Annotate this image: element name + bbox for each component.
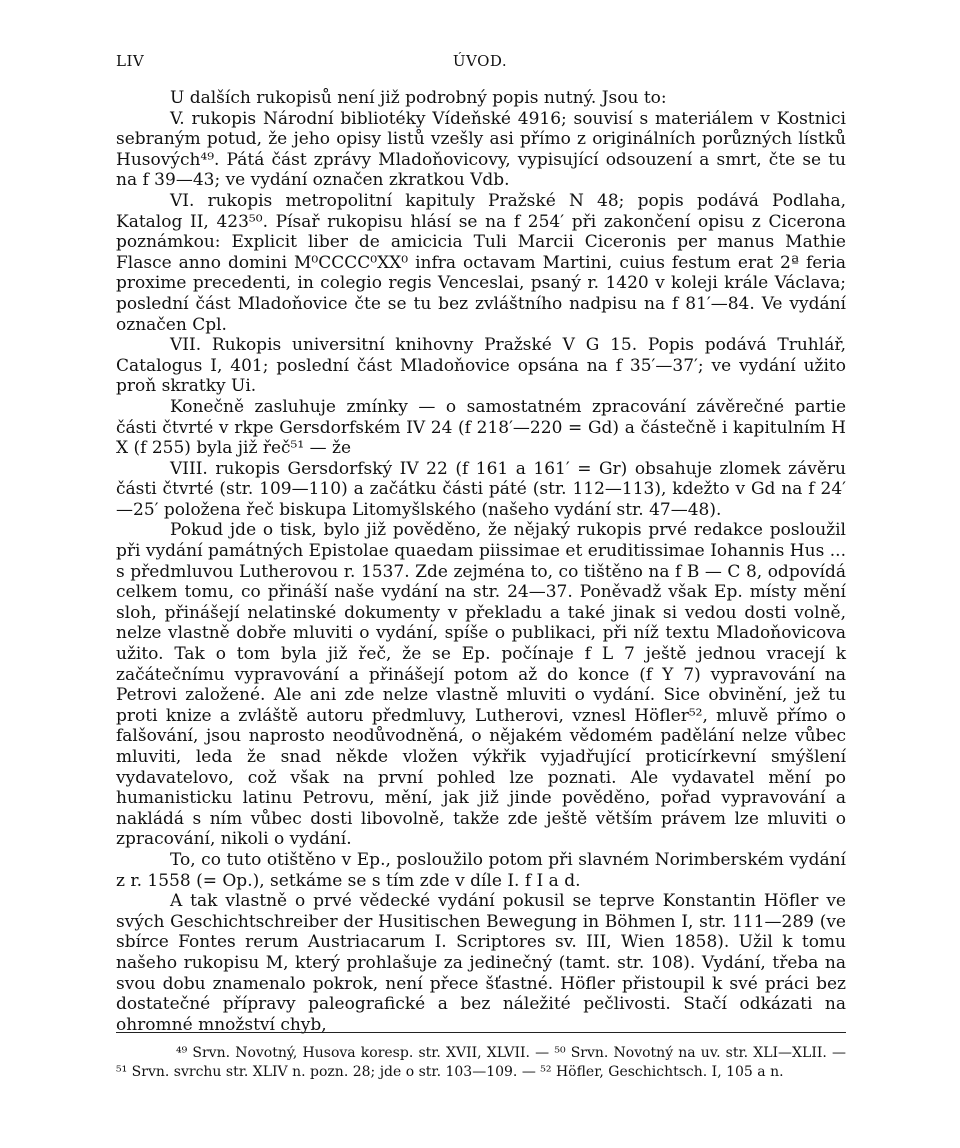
page-number: LIV [116, 52, 145, 70]
paragraph: VI. rukopis metropolitní kapituly Pražské N 48; popis podává Podlaha, Katalog II, 423⁵⁰. Písař rukopisu hlásí se na f 254′ při zakončení opisu z Cicerona poznámkou: Explicit liber de amicicia Tuli Marcii Ciceronis per manus Mathie Flasce anno domini M⁰CCCC⁰XX⁰ infra octavam Martini, cuius festum erat 2ª feria proxime precedenti, in colegio regis Venceslai, psaný r. 1420 v koleji krále Václava; poslední část Mladoňovice čte se tu bez zvláštního nadpisu na f 81′—84. Ve vydání označen Cpl. [116, 190, 846, 335]
paragraph: A tak vlastně o prvé vědecké vydání pokusil se teprve Konstantin Höfler ve svých Geschichtschreiber der Husitischen Bewegung in Böhmen I, str. 111—289 (ve sbírce Fontes rerum Austriacarum I. Scriptores sv. III, Wien 1858). Užil k tomu našeho rukopisu M, který prohlašuje za jedinečný (tamt. str. 108). Vydání, třeba na svou dobu znamenalo pokrok, není přece šťastné. Höfler přistoupil k své práci bez dostatečné přípravy paleografické a bez náležité pečlivosti. Stačí odkázati na ohromné množství chyb, [116, 891, 846, 1035]
paragraph: VIII. rukopis Gersdorfský IV 22 (f 161 a 161′ = Gr) obsahuje zlomek závěru části čtvrté (str. 109—110) a začátku části páté (str. 112—113), kdežto v Gd na f 24′—25′ položena řeč biskupa Litomyšlského (našeho vydání str. 47—48). [116, 458, 846, 520]
paragraph: To, co tuto otištěno v Ep., posloužilo potom při slavném Norimberském vydání z r. 1558 (= Op.), setkáme se s tím zde v díle I. f I a d. [116, 849, 846, 891]
footnote-block: ⁴⁹ Srvn. Novotný, Husova koresp. str. XVII, XLVII. — ⁵⁰ Srvn. Novotný na uv. str. XLI—XLII. — ⁵¹ Srvn. svrchu str. XLIV n. pozn. 28; jde o str. 103—109. — ⁵² Höfler, Geschichtsch. I, 105 a n. [116, 1045, 846, 1080]
running-head-title: ÚVOD. [452, 52, 508, 70]
paragraph: Pokud jde o tisk, bylo již pověděno, že nějaký rukopis prvé redakce posloužil při vydání památných Epistolae quaedam piissimae et eruditissimae Iohannis Hus ... s předmluvou Lutherovou r. 1537. Zde zejména to, co tištěno na f B — C 8, odpovídá celkem tomu, co přináší naše vydání na str. 24—37. Poněvadž však Ep. místy mění sloh, přinášejí nelatinské dokumenty v překladu a také jinak si vedou dosti volně, nelze vlastně dobře mluviti o vydání, spíše o publikaci, při níž textu Mladoňovicova užito. Tak o tom byla již řeč, že se Ep. počínaje f L 7 ještě jednou vracejí k začátečnímu vypravování a přinášejí potom až do konce (f Y 7) vypravování na Petrovi založené. Ale ani zde nelze vlastně mluviti o vydání. Sice obvinění, jež tu proti knize a zvláště autoru předmluvy, Lutherovi, vznesl Höfler⁵², mluvě přímo o falšování, jsou naprosto neodůvodněná, o nějakém vědomém padělání nelze vůbec mluviti, leda že snad někde vložen výkřik vyjadřující proticírkevní smýšlení vydavatelovo, což však na první pohled lze poznati. Ale vydavatel mění po humanisticku latinu Petrovu, mění, jak již jinde pověděno, pořad vypravování a nakládá s ním vůbec dosti libovolně, takže zde ještě větším právem lze mluviti o zpracování, nikoli o vydání. [116, 520, 846, 850]
paragraph: U dalších rukopisů není již podrobný popis nutný. Jsou to: [170, 88, 667, 108]
paragraph: V. rukopis Národní bibliotéky Vídeňské 4916; souvisí s materiálem v Kostnici sebraným potud, že jeho opisy listů vzešly asi přímo z originálních porůzných lístků Husových⁴⁹. Pátá část zprávy Mladoňovicovy, vypisující odsouzení a smrt, čte se tu na f 39—43; ve vydání označen zkratkou Vdb. [116, 108, 846, 191]
paragraph: VII. Rukopis universitní knihovny Pražské V G 15. Popis podává Truhlář, Catalogus I, 401; poslední část Mladoňovice opsána na f 35′—37′; ve vydání užito proň skratky Ui. [116, 335, 846, 397]
main-text [116, 88, 846, 1035]
footnote-rule [116, 1032, 846, 1033]
footnotes [116, 1044, 846, 1082]
paragraph: Konečně zasluhuje zmínky — o samostatném zpracování závěrečné partie části čtvrté v rkpe Gersdorfském IV 24 (f 218′—220 = Gd) a částečně i kapitulním H X (f 255) byla již řeč⁵¹ — že [116, 396, 846, 459]
